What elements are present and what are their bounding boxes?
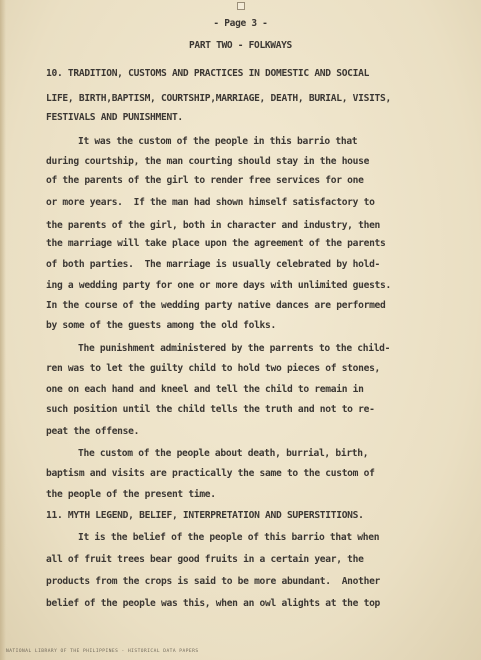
text-line: belief of the people was this, when an owl alights at the top: [46, 598, 381, 609]
text-line: It was the custom of the people in this barrio that: [78, 136, 358, 147]
text-line: during courtship, the man courting should stay in the house: [46, 156, 370, 167]
text-line: of both parties. The marriage is usually celebrated by hold-: [46, 259, 381, 270]
text-line: peat the offense.: [46, 426, 140, 437]
text-line: the people of the present time.: [46, 489, 216, 500]
top-marker: [237, 2, 245, 10]
text-line: or more years. If the man had shown himself satisfactory to: [46, 197, 375, 208]
text-line: The custom of the people about death, burrial, birth,: [78, 448, 369, 459]
text-line: products from the crops is said to be more abundant. Another: [46, 576, 381, 587]
text-line: ren was to let the guilty child to hold two pieces of stones,: [46, 363, 381, 374]
text-line: FESTIVALS AND PUNISHMENT.: [46, 112, 183, 123]
footer-text: NATIONAL LIBRARY OF THE PHILIPPINES - HISTORICAL DATA PAPERS: [6, 649, 199, 654]
text-line: 11. MYTH LEGEND, BELIEF, INTERPRETATION AND SUPERSTITIONS.: [46, 510, 364, 521]
text-line: 10. TRADITION, CUSTOMS AND PRACTICES IN DOMESTIC AND SOCIAL: [46, 68, 370, 79]
page-number: - Page 3 -: [213, 18, 268, 29]
text-line: the marriage will take place upon the agreement of the parents: [46, 238, 386, 249]
text-line: LIFE, BIRTH,BAPTISM, COURTSHIP,MARRIAGE, DEATH, BURIAL, VISITS,: [46, 93, 391, 104]
text-line: baptism and visits are practically the same to the custom of: [46, 468, 375, 479]
text-line: such position until the child tells the truth and not to re-: [46, 404, 375, 415]
text-line: by some of the guests among the old folks.: [46, 320, 276, 331]
text-line: ing a wedding party for one or more days with unlimited guests.: [46, 280, 391, 291]
text-line: all of fruit trees bear good fruits in a certain year, the: [46, 554, 364, 565]
text-line: In the course of the wedding party native dances are performed: [46, 300, 386, 311]
text-line: the parents of the girl, both in character and industry, then: [46, 220, 381, 231]
text-line: one on each hand and kneel and tell the child to remain in: [46, 384, 364, 395]
text-line: The punishment administered by the parrents to the child-: [78, 343, 391, 354]
part-title: PART TWO - FOLKWAYS: [189, 40, 292, 51]
text-line: It is the belief of the people of this barrio that when: [78, 532, 380, 543]
text-line: of the parents of the girl to render free services for one: [46, 175, 364, 186]
